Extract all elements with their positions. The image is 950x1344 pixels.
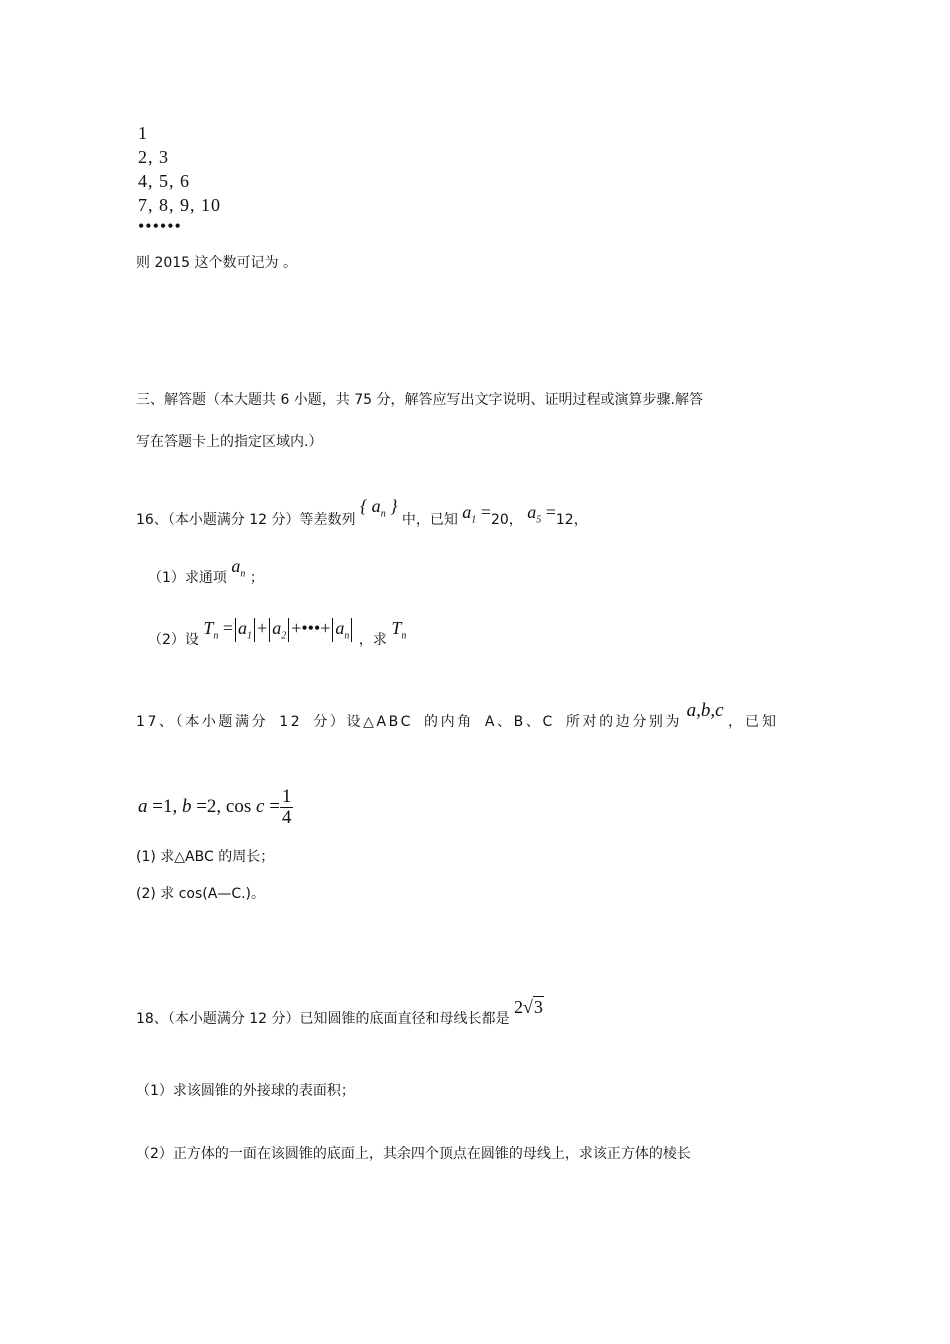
q16-prefix: 16、（本小题满分 12 分）等差数列 xyxy=(136,512,356,528)
q16-part1 xyxy=(148,556,264,586)
q17-suffix: ，已知 xyxy=(727,714,779,730)
q16-part2 xyxy=(148,618,407,648)
section3-line1: 三、解答题（本大题共 6 小题，共 75 分，解答应写出文字说明、证明过程或演算步骤.解答 xyxy=(136,392,703,408)
abc-sides: a,b,c xyxy=(686,700,724,721)
q17-prefix: 17、（本小题满分 12 分）设△ABC 的内角 A、B、C 所对的边分别为 xyxy=(136,714,683,730)
frac-den: 4 xyxy=(281,807,292,828)
fraction-one-quarter xyxy=(280,787,294,828)
q17-statement xyxy=(136,700,779,730)
q18-prefix: 18、（本小题满分 12 分）已知圆锥的底面直径和母线长都是 xyxy=(136,1011,510,1027)
q15-line: 则 2015 这个数可记为 。 xyxy=(136,255,297,271)
sqrt-coef: 2 xyxy=(513,997,523,1017)
sqrt-expression: 2√3 xyxy=(513,997,543,1017)
q16-statement xyxy=(136,488,588,528)
sqrt-radicand: 3 xyxy=(533,997,543,1017)
triangle-row-1: 1 xyxy=(138,123,148,143)
triangle-row-4: 7, 8, 9, 10 xyxy=(138,195,221,215)
q17-part2: (2) 求 cos(A—C.)。 xyxy=(136,886,266,902)
a5-symbol: $a_5$ = xyxy=(527,502,556,526)
q16-mid: 中，已知 xyxy=(401,512,458,528)
triangle-row-2: 2, 3 xyxy=(138,147,169,167)
an-symbol: $a_n$ xyxy=(231,556,246,580)
q18-statement xyxy=(136,997,544,1027)
seq-an: { $a_n$ } xyxy=(359,496,398,520)
q16-part1-prefix: （1）求通项 xyxy=(148,570,227,586)
q16-part2-prefix: （2）设 xyxy=(148,632,199,648)
q18-part1: （1）求该圆锥的外接球的表面积； xyxy=(136,1083,355,1099)
q18-part2: （2）正方体的一面在该圆锥的底面上，其余四个顶点在圆锥的母线上，求该正方体的棱长 xyxy=(136,1146,691,1162)
a5-value: 12， xyxy=(555,512,588,528)
triangle-ellipsis: •••••• xyxy=(138,216,182,236)
q16-part1-suffix: ； xyxy=(249,570,264,586)
a1-symbol: $a_1$ = xyxy=(462,502,491,526)
tn-formula: $T_n = a_1 + a_2$ +•••+ $a_n$ xyxy=(203,618,354,638)
frac-num: 1 xyxy=(281,786,292,807)
given-formula: a =1, b =2, cos c = xyxy=(138,796,280,817)
q17-given xyxy=(138,787,293,828)
q17-part1: (1) 求△ABC 的周长； xyxy=(136,849,275,865)
q16-part2-mid: ，求 xyxy=(358,632,387,648)
a1-value: 20， xyxy=(490,512,523,528)
section3-line2: 写在答题卡上的指定区域内.） xyxy=(136,434,323,450)
triangle-row-3: 4, 5, 6 xyxy=(138,171,190,191)
tn-symbol: $T_n$ xyxy=(391,618,407,642)
